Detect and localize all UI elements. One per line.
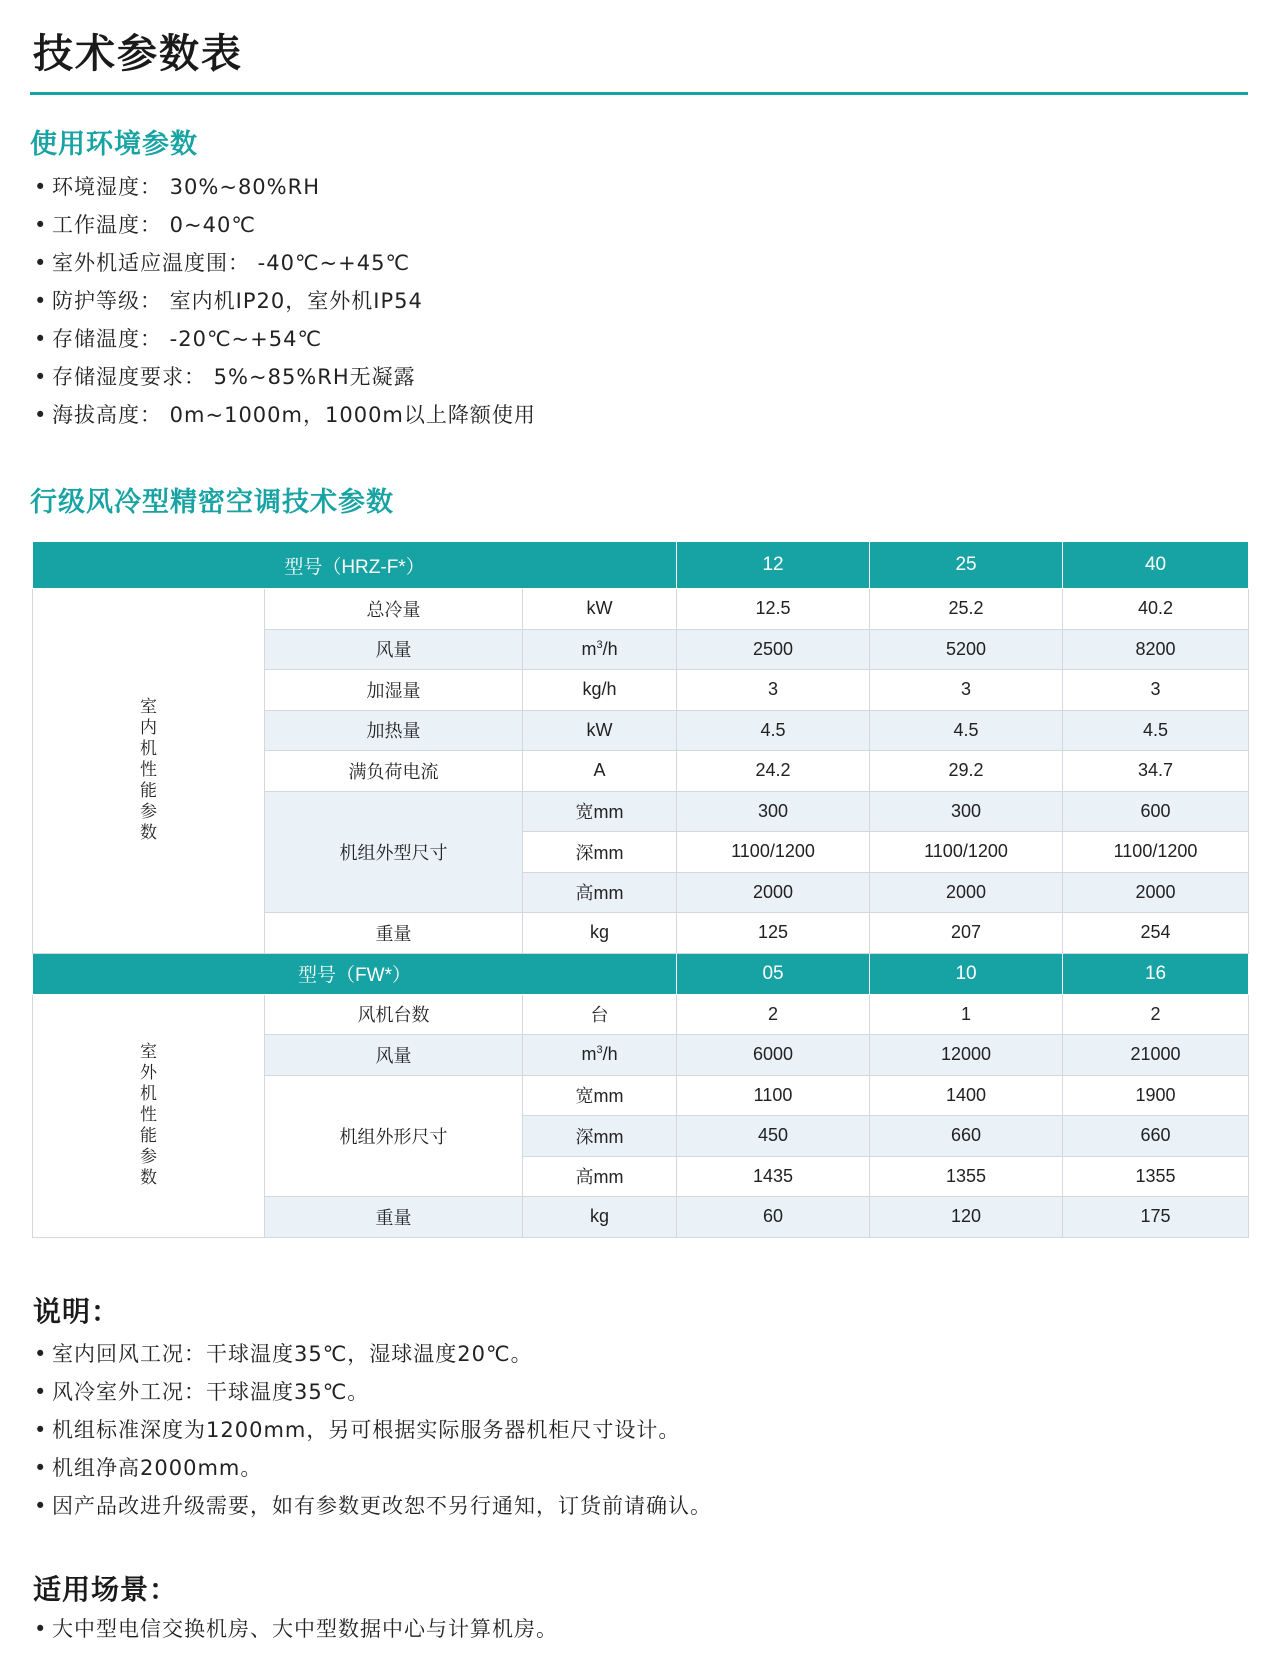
value-cell: 60 bbox=[677, 1197, 870, 1238]
row-unit: 宽mm bbox=[523, 1075, 677, 1116]
value-cell: 4.5 bbox=[677, 710, 870, 751]
value-cell: 1355 bbox=[870, 1156, 1063, 1197]
row-unit: 宽mm bbox=[523, 791, 677, 832]
env-list bbox=[34, 168, 536, 434]
scenes-heading: 适用场景： bbox=[33, 1573, 179, 1606]
indoor-model-label: 型号（HRZ-F*） bbox=[33, 542, 677, 589]
row-name: 风量 bbox=[265, 629, 523, 670]
value-cell: 660 bbox=[870, 1116, 1063, 1157]
row-unit: kW bbox=[523, 710, 677, 751]
value-cell: 1355 bbox=[1063, 1156, 1249, 1197]
value-cell: 34.7 bbox=[1063, 751, 1249, 792]
value-cell: 300 bbox=[870, 791, 1063, 832]
value-cell: 175 bbox=[1063, 1197, 1249, 1238]
row-name: 总冷量 bbox=[265, 589, 523, 630]
row-unit: $m^3/h$ bbox=[523, 629, 677, 670]
value-cell: 660 bbox=[1063, 1116, 1249, 1157]
row-unit: 深mm bbox=[523, 832, 677, 873]
value-cell: 40.2 bbox=[1063, 589, 1249, 630]
scenes-list bbox=[34, 1610, 558, 1648]
value-cell: 207 bbox=[870, 913, 1063, 954]
value-cell: 8200 bbox=[1063, 629, 1249, 670]
row-unit: 高mm bbox=[523, 1156, 677, 1197]
row-name: 加热量 bbox=[265, 710, 523, 751]
value-cell: 2000 bbox=[677, 872, 870, 913]
table-row bbox=[33, 994, 1249, 1035]
value-cell: 125 bbox=[677, 913, 870, 954]
value-cell: 1100/1200 bbox=[1063, 832, 1249, 873]
list-item: • 存储湿度要求： 5%~85%RH无凝露 bbox=[34, 358, 536, 396]
list-item: • 环境湿度： 30%~80%RH bbox=[34, 168, 536, 206]
outdoor-model-label: 型号（FW*） bbox=[33, 953, 677, 994]
row-unit: A bbox=[523, 751, 677, 792]
page-title: 技术参数表 bbox=[33, 31, 243, 77]
env-heading: 使用环境参数 bbox=[30, 129, 198, 160]
row-unit: $m^3/h$ bbox=[523, 1035, 677, 1076]
value-cell: 12.5 bbox=[677, 589, 870, 630]
list-item: • 机组净高2000mm。 bbox=[34, 1449, 712, 1487]
row-unit: kW bbox=[523, 589, 677, 630]
value-cell: 6000 bbox=[677, 1035, 870, 1076]
value-cell: 1100/1200 bbox=[870, 832, 1063, 873]
row-unit: kg/h bbox=[523, 670, 677, 711]
row-name: 重量 bbox=[265, 913, 523, 954]
list-item: • 风冷室外工况：干球温度35℃。 bbox=[34, 1373, 712, 1411]
row-name: 满负荷电流 bbox=[265, 751, 523, 792]
value-cell: 1 bbox=[870, 994, 1063, 1035]
value-cell: 2000 bbox=[1063, 872, 1249, 913]
row-name: 风机台数 bbox=[265, 994, 523, 1035]
indoor-group-label: 室内机性能参数 bbox=[33, 589, 265, 954]
row-name: 风量 bbox=[265, 1035, 523, 1076]
list-item: • 工作温度： 0~40℃ bbox=[34, 206, 536, 244]
dim-label: 机组外型尺寸 bbox=[265, 791, 523, 913]
row-unit: kg bbox=[523, 913, 677, 954]
value-cell: 12000 bbox=[870, 1035, 1063, 1076]
title-divider bbox=[30, 92, 1248, 95]
value-cell: 2500 bbox=[677, 629, 870, 670]
value-cell: 5200 bbox=[870, 629, 1063, 670]
list-item: • 存储温度： -20℃~+54℃ bbox=[34, 320, 536, 358]
row-unit: 台 bbox=[523, 994, 677, 1035]
value-cell: 1900 bbox=[1063, 1075, 1249, 1116]
value-cell: 21000 bbox=[1063, 1035, 1249, 1076]
value-cell: 300 bbox=[677, 791, 870, 832]
value-cell: 1100 bbox=[677, 1075, 870, 1116]
value-cell: 254 bbox=[1063, 913, 1249, 954]
value-cell: 4.5 bbox=[870, 710, 1063, 751]
list-item: • 大中型电信交换机房、大中型数据中心与计算机房。 bbox=[34, 1610, 558, 1648]
value-cell: 2 bbox=[677, 994, 870, 1035]
row-unit: 高mm bbox=[523, 872, 677, 913]
value-cell: 1400 bbox=[870, 1075, 1063, 1116]
row-unit: kg bbox=[523, 1197, 677, 1238]
value-cell: 3 bbox=[1063, 670, 1249, 711]
model-cell: 05 bbox=[677, 953, 870, 994]
value-cell: 450 bbox=[677, 1116, 870, 1157]
value-cell: 600 bbox=[1063, 791, 1249, 832]
value-cell: 4.5 bbox=[1063, 710, 1249, 751]
row-name: 加湿量 bbox=[265, 670, 523, 711]
row-unit: 深mm bbox=[523, 1116, 677, 1157]
table-header-row bbox=[33, 542, 1249, 589]
table-header-row bbox=[33, 953, 1249, 994]
value-cell: 2 bbox=[1063, 994, 1249, 1035]
model-cell: 16 bbox=[1063, 953, 1249, 994]
outdoor-group-label: 室外机性能参数 bbox=[33, 994, 265, 1237]
list-item: • 海拔高度： 0m~1000m，1000m以上降额使用 bbox=[34, 396, 536, 434]
list-item: • 机组标准深度为1200mm，另可根据实际服务器机柜尺寸设计。 bbox=[34, 1411, 712, 1449]
table-row bbox=[33, 589, 1249, 630]
list-item: • 防护等级： 室内机IP20，室外机IP54 bbox=[34, 282, 536, 320]
value-cell: 25.2 bbox=[870, 589, 1063, 630]
value-cell: 3 bbox=[677, 670, 870, 711]
list-item: • 室外机适应温度围： -40℃~+45℃ bbox=[34, 244, 536, 282]
notes-heading: 说明： bbox=[33, 1295, 121, 1328]
value-cell: 1100/1200 bbox=[677, 832, 870, 873]
list-item: • 室内回风工况：干球温度35℃，湿球温度20℃。 bbox=[34, 1335, 712, 1373]
table-heading: 行级风冷型精密空调技术参数 bbox=[30, 487, 394, 518]
row-name: 重量 bbox=[265, 1197, 523, 1238]
value-cell: 29.2 bbox=[870, 751, 1063, 792]
value-cell: 2000 bbox=[870, 872, 1063, 913]
value-cell: 1435 bbox=[677, 1156, 870, 1197]
notes-list bbox=[34, 1335, 712, 1525]
spec-table bbox=[32, 541, 1249, 1238]
model-cell: 25 bbox=[870, 542, 1063, 589]
value-cell: 24.2 bbox=[677, 751, 870, 792]
value-cell: 3 bbox=[870, 670, 1063, 711]
model-cell: 12 bbox=[677, 542, 870, 589]
model-cell: 10 bbox=[870, 953, 1063, 994]
list-item: • 因产品改进升级需要，如有参数更改恕不另行通知，订货前请确认。 bbox=[34, 1487, 712, 1525]
dim-label: 机组外形尺寸 bbox=[265, 1075, 523, 1197]
model-cell: 40 bbox=[1063, 542, 1249, 589]
value-cell: 120 bbox=[870, 1197, 1063, 1238]
